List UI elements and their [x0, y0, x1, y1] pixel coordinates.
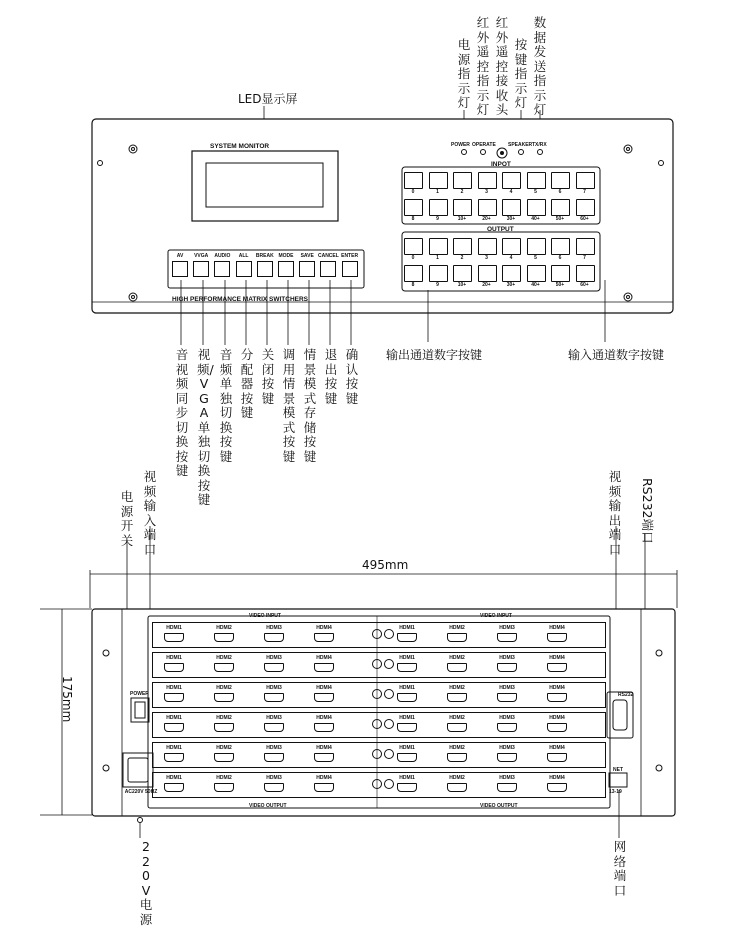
video-input-label-left: VIDEO INPUT — [249, 613, 281, 619]
hdmi-port[interactable] — [447, 723, 467, 732]
callout-power-indicator: 电源指示灯 — [457, 37, 471, 110]
indicator-label-txrx: TX/RX — [532, 142, 547, 148]
hdmi-port[interactable] — [164, 663, 184, 672]
inpot-key[interactable] — [453, 172, 472, 189]
func-key-label: SAVE — [300, 253, 314, 259]
hdmi-port-label: HDMI3 — [266, 685, 282, 691]
screw-icon — [384, 779, 394, 789]
inpot-key[interactable] — [502, 172, 521, 189]
hdmi-port[interactable] — [397, 693, 417, 702]
output-label: OUTPUT — [487, 226, 514, 233]
hdmi-port-label: HDMI4 — [549, 655, 565, 661]
func-key-label: MODE — [278, 253, 294, 259]
output-key[interactable] — [551, 238, 570, 255]
hdmi-port-label: HDMI2 — [216, 625, 232, 631]
callout-mode-save: 情景模式存储按键 — [303, 347, 317, 464]
callout-video-input: 视频输入端口 — [143, 469, 157, 557]
hdmi-port-label: HDMI1 — [166, 745, 182, 751]
hdmi-port-label: HDMI2 — [216, 715, 232, 721]
output-key-label: 6 — [558, 255, 562, 261]
inpot-key[interactable] — [429, 172, 448, 189]
output-key-label: 8 — [411, 282, 415, 288]
callout-output-keys: 输出通道数字按键 — [386, 348, 483, 362]
func-key-vvga[interactable] — [193, 261, 209, 277]
hdmi-port[interactable] — [264, 693, 284, 702]
screw-icon — [372, 719, 382, 729]
hdmi-port-label: HDMI1 — [399, 715, 415, 721]
inpot-key[interactable] — [527, 199, 546, 216]
screw-icon — [384, 659, 394, 669]
output-key[interactable] — [527, 238, 546, 255]
hdmi-port[interactable] — [314, 783, 334, 792]
hdmi-port[interactable] — [214, 723, 234, 732]
hdmi-port[interactable] — [397, 723, 417, 732]
output-key-label: 0 — [411, 255, 415, 261]
output-key[interactable] — [429, 238, 448, 255]
hdmi-port[interactable] — [164, 783, 184, 792]
hdmi-port-label: HDMI1 — [166, 625, 182, 631]
inpot-key-label: 5 — [534, 189, 537, 195]
hdmi-port[interactable] — [447, 693, 467, 702]
callout-cancel: 退出按键 — [324, 347, 338, 406]
hdmi-port-label: HDMI4 — [316, 655, 332, 661]
hdmi-port[interactable] — [397, 753, 417, 762]
callout-video-output: 视频输出端口 — [608, 469, 622, 557]
func-key-label: AV — [176, 253, 184, 259]
hdmi-port[interactable] — [214, 663, 234, 672]
net-sub-label: 13-19 — [609, 789, 622, 795]
hdmi-port[interactable] — [397, 663, 417, 672]
output-key-label: 9 — [436, 282, 439, 288]
hdmi-port[interactable] — [264, 783, 284, 792]
video-input-label-right: VIDEO INPUT — [480, 613, 512, 619]
inpot-key[interactable] — [478, 172, 497, 189]
output-key[interactable] — [576, 238, 595, 255]
output-key-label: 30+ — [506, 282, 516, 288]
output-key[interactable] — [478, 238, 497, 255]
screw-icon — [372, 659, 382, 669]
inpot-key-label: 8 — [411, 216, 415, 222]
inpot-key[interactable] — [576, 172, 595, 189]
func-key-all[interactable] — [236, 261, 252, 277]
indicator-label-speaker: SPEAKER — [508, 142, 533, 148]
hdmi-port-label: HDMI1 — [399, 745, 415, 751]
screw-icon — [384, 749, 394, 759]
hdmi-port[interactable] — [264, 633, 284, 642]
callout-enter: 确认按键 — [345, 347, 359, 406]
hdmi-port[interactable] — [214, 633, 234, 642]
hdmi-port-label: HDMI2 — [449, 745, 465, 751]
hdmi-port-label: HDMI3 — [266, 655, 282, 661]
hdmi-port[interactable] — [547, 633, 567, 642]
ac-input-label: AC220V 50HZ — [124, 789, 158, 795]
func-key-label: CANCEL — [317, 253, 339, 259]
hdmi-port[interactable] — [314, 663, 334, 672]
hdmi-port[interactable] — [497, 753, 517, 762]
callout-audio: 音频单独切换按键 — [219, 347, 233, 464]
inpot-key-label: 4 — [509, 189, 513, 195]
power-switch-label: POWER — [130, 691, 149, 697]
callout-220v: 220V电源 — [139, 839, 153, 927]
indicator-label-power: POWER — [451, 142, 470, 148]
func-key-break[interactable] — [257, 261, 273, 277]
callout-av-sync: 音视频同步切换按键 — [175, 347, 189, 478]
hdmi-port-label: HDMI4 — [549, 625, 565, 631]
func-key-label: ENTER — [341, 253, 359, 259]
hdmi-port-label: HDMI2 — [216, 655, 232, 661]
hdmi-port[interactable] — [497, 693, 517, 702]
inpot-key[interactable] — [453, 199, 472, 216]
led-display-label: LED显示屏 — [238, 92, 298, 106]
hdmi-port[interactable] — [214, 753, 234, 762]
hdmi-port[interactable] — [314, 753, 334, 762]
inpot-key-label: 2 — [460, 189, 464, 195]
func-key-label: BREAK — [255, 253, 274, 259]
output-key-label: 10+ — [457, 282, 467, 288]
inpot-key[interactable] — [404, 199, 423, 216]
inpot-key[interactable] — [478, 199, 497, 216]
callout-power-switch: 电源开关 — [120, 489, 134, 548]
hdmi-port-label: HDMI3 — [266, 625, 282, 631]
hdmi-port-label: HDMI1 — [166, 655, 182, 661]
callout-network: 网络端口 — [613, 839, 627, 898]
inpot-key-label: 60+ — [580, 216, 589, 222]
hdmi-port-label: HDMI3 — [266, 715, 282, 721]
func-key-av[interactable] — [172, 261, 188, 277]
hdmi-port-label: HDMI2 — [449, 655, 465, 661]
func-key-label: AUDIO — [214, 253, 231, 259]
callout-ir-indicator: 红外遥控指示灯 — [476, 15, 490, 117]
hdmi-port[interactable] — [314, 693, 334, 702]
hdmi-port-label: HDMI1 — [399, 775, 415, 781]
hdmi-port-label: HDMI3 — [266, 745, 282, 751]
hdmi-port-label: HDMI3 — [499, 775, 515, 781]
inpot-key-label: 50+ — [555, 216, 565, 222]
output-key[interactable] — [453, 238, 472, 255]
hdmi-port-label: HDMI1 — [399, 685, 415, 691]
rs232-label: RS232 — [618, 692, 634, 698]
hdmi-port-label: HDMI2 — [216, 745, 232, 751]
screw-icon — [384, 719, 394, 729]
hdmi-port[interactable] — [164, 753, 184, 762]
output-key-label: 20+ — [482, 282, 491, 288]
func-key-audio[interactable] — [214, 261, 230, 277]
hdmi-port-label: HDMI4 — [316, 745, 332, 751]
hdmi-port[interactable] — [397, 633, 417, 642]
hdmi-port-label: HDMI4 — [549, 685, 565, 691]
inpot-key-label: 7 — [583, 189, 586, 195]
callout-ir-receiver: 红外遥控接收头 — [495, 15, 509, 117]
hdmi-port[interactable] — [264, 723, 284, 732]
screw-icon — [384, 689, 394, 699]
callout-mode-recall: 调用情景模式按键 — [282, 347, 296, 464]
output-key-label: 7 — [583, 255, 586, 261]
output-key-label: 40+ — [531, 282, 540, 288]
inpot-key-label: 10+ — [457, 216, 467, 222]
hdmi-port-label: HDMI4 — [316, 625, 332, 631]
hdmi-port[interactable] — [314, 723, 334, 732]
hdmi-port-label: HDMI3 — [499, 625, 515, 631]
hdmi-port-label: HDMI2 — [449, 685, 465, 691]
func-key-enter[interactable] — [342, 261, 358, 277]
hdmi-port[interactable] — [447, 633, 467, 642]
inpot-key-label: 6 — [558, 189, 562, 195]
output-key-label: 2 — [460, 255, 464, 261]
output-key-label: 3 — [485, 255, 488, 261]
hdmi-port-label: HDMI2 — [216, 685, 232, 691]
inpot-key[interactable] — [551, 199, 570, 216]
hdmi-port[interactable] — [447, 663, 467, 672]
inpot-key-label: 40+ — [531, 216, 540, 222]
video-output-label-right: VIDEO OUTPUT — [480, 803, 518, 809]
hdmi-port-label: HDMI3 — [499, 685, 515, 691]
func-key-save[interactable] — [299, 261, 315, 277]
output-key[interactable] — [502, 238, 521, 255]
func-key-cancel[interactable] — [320, 261, 336, 277]
screw-icon — [372, 749, 382, 759]
hdmi-port-label: HDMI1 — [399, 655, 415, 661]
hdmi-port-label: HDMI2 — [449, 775, 465, 781]
callout-input-keys: 输入通道数字按键 — [568, 348, 665, 362]
hdmi-port-label: HDMI2 — [216, 775, 232, 781]
hdmi-port-label: HDMI4 — [549, 775, 565, 781]
hdmi-port[interactable] — [547, 723, 567, 732]
hdmi-port-label: HDMI4 — [316, 685, 332, 691]
output-key-label: 4 — [509, 255, 513, 261]
hdmi-port[interactable] — [497, 633, 517, 642]
width-dimension: 495mm — [362, 558, 409, 572]
hdmi-port[interactable] — [214, 783, 234, 792]
inpot-label: INPOT — [491, 161, 511, 168]
func-key-label: VVGA — [194, 253, 209, 259]
video-output-label-left: VIDEO OUTPUT — [249, 803, 287, 809]
hdmi-port-label: HDMI4 — [316, 715, 332, 721]
callout-splitter: 分配器按键 — [240, 347, 254, 420]
hdmi-port[interactable] — [547, 753, 567, 762]
hdmi-port[interactable] — [497, 723, 517, 732]
hdmi-port-label: HDMI1 — [166, 715, 182, 721]
inpot-key[interactable] — [576, 199, 595, 216]
inpot-key[interactable] — [404, 172, 423, 189]
hdmi-port-label: HDMI4 — [316, 775, 332, 781]
hdmi-port[interactable] — [447, 783, 467, 792]
hdmi-port[interactable] — [547, 783, 567, 792]
hdmi-port[interactable] — [264, 663, 284, 672]
output-key-label: 60+ — [580, 282, 589, 288]
screw-icon — [372, 629, 382, 639]
hdmi-port-label: HDMI3 — [266, 775, 282, 781]
inpot-key[interactable] — [527, 172, 546, 189]
hdmi-port[interactable] — [547, 693, 567, 702]
hdmi-port[interactable] — [497, 663, 517, 672]
callout-key-indicator: 按键指示灯 — [514, 37, 528, 110]
callout-rs232: RS232端口 — [640, 478, 655, 544]
hdmi-port[interactable] — [214, 693, 234, 702]
hdmi-port-label: HDMI1 — [399, 625, 415, 631]
hdmi-port[interactable] — [164, 633, 184, 642]
inpot-key-label: 1 — [436, 189, 439, 195]
net-label: NET — [613, 767, 623, 773]
callout-break: 关闭按键 — [261, 347, 275, 406]
hdmi-port-label: HDMI4 — [549, 745, 565, 751]
hdmi-port-label: HDMI1 — [166, 685, 182, 691]
hdmi-port[interactable] — [164, 693, 184, 702]
screw-icon — [372, 689, 382, 699]
hdmi-port[interactable] — [314, 633, 334, 642]
screw-icon — [384, 629, 394, 639]
hdmi-port[interactable] — [547, 663, 567, 672]
hdmi-port[interactable] — [497, 783, 517, 792]
front-panel-outline — [0, 0, 750, 320]
func-key-mode[interactable] — [278, 261, 294, 277]
inpot-key-label: 3 — [485, 189, 488, 195]
hdmi-port-label: HDMI2 — [449, 715, 465, 721]
hdmi-port[interactable] — [397, 783, 417, 792]
hdmi-port[interactable] — [264, 753, 284, 762]
hdmi-port-label: HDMI3 — [499, 745, 515, 751]
height-dimension: 175mm — [60, 676, 74, 723]
hdmi-port[interactable] — [164, 723, 184, 732]
hdmi-port-label: HDMI1 — [166, 775, 182, 781]
output-key-label: 50+ — [555, 282, 565, 288]
system-monitor-label: SYSTEM MONITOR — [210, 143, 270, 150]
callout-data-tx-indicator: 数据发送指示灯 — [533, 15, 547, 117]
hdmi-port-label: HDMI4 — [549, 715, 565, 721]
inpot-key[interactable] — [502, 199, 521, 216]
panel-title: HIGH PERFORMANCE MATRIX SWITCHERS — [172, 296, 309, 303]
inpot-key-label: 0 — [411, 189, 415, 195]
output-key-label: 1 — [436, 255, 439, 261]
indicator-label-operate: OPERATE — [472, 142, 496, 148]
inpot-key[interactable] — [429, 199, 448, 216]
hdmi-port-label: HDMI3 — [499, 715, 515, 721]
inpot-key[interactable] — [551, 172, 570, 189]
screw-icon — [372, 779, 382, 789]
func-key-label: ALL — [238, 253, 249, 259]
inpot-key-label: 30+ — [506, 216, 516, 222]
callout-video-vga: 视频/VGA单独切换按键 — [197, 347, 214, 507]
output-key-label: 5 — [534, 255, 537, 261]
hdmi-port-label: HDMI2 — [449, 625, 465, 631]
hdmi-port[interactable] — [447, 753, 467, 762]
front-leader-lines — [0, 280, 750, 350]
inpot-key-label: 9 — [436, 216, 439, 222]
output-key[interactable] — [404, 238, 423, 255]
inpot-key-label: 20+ — [482, 216, 491, 222]
hdmi-port-label: HDMI3 — [499, 655, 515, 661]
